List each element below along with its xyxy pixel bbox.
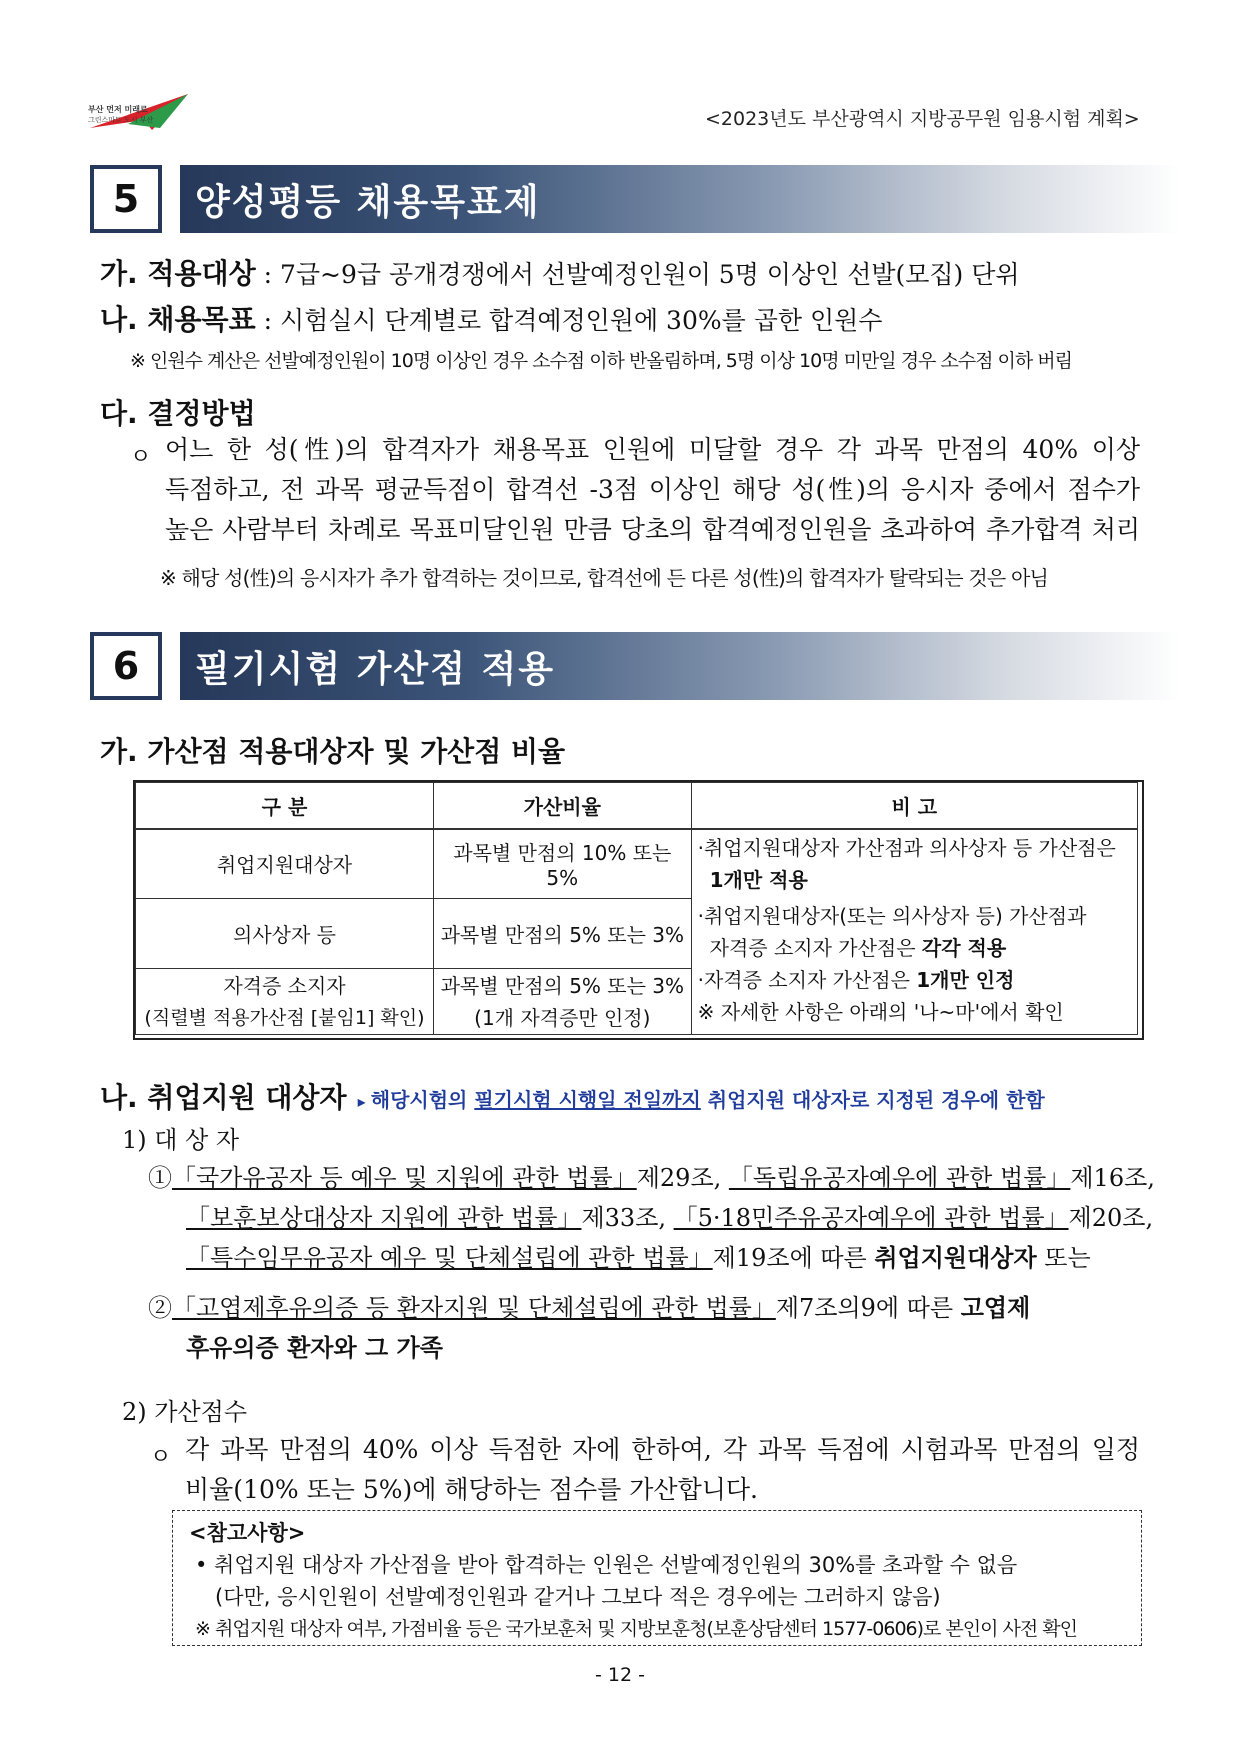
s6-bullet: ㅇ — [150, 1445, 172, 1470]
section-6-number: 6 — [90, 632, 162, 700]
section-5-number: 5 — [90, 165, 162, 233]
table-header-note: 비 고 — [691, 783, 1137, 829]
table-cell-category: 취업지원대상자 — [136, 829, 434, 899]
table-cell-notes: ·취업지원대상자 가산점과 의사상자 등 가산점은 1개만 적용 ·취업지원대상자(또는 의사상자 등) 가산점과 자격증 소지자 가산점은 각각 적용 ·자격증 소지자 가산점은 1개만 인정 ※ 자세한 사항은 아래의 '나~마'에서 확인 — [691, 829, 1137, 1035]
s6-item1-label: 1) 대 상 자 — [122, 1126, 240, 1154]
section-5-title: 양성평등 채용목표제 — [180, 165, 1180, 233]
logo-text-2: 그린스마트 도시 부산 — [88, 116, 154, 124]
city-logo — [88, 90, 198, 138]
table-cell-ratio: 과목별 만점의 10% 또는 5% — [433, 829, 691, 899]
s6-item2-label: 2) 가산점수 — [122, 1398, 247, 1426]
table-cell-category: 의사상자 등 — [136, 899, 434, 969]
s6-bonus-paragraph: 각 과목 만점의 40% 이상 득점한 자에 한하여, 각 과목 득점에 시험과목 만점의 일정 비율(10% 또는 5%)에 해당하는 점수를 가산합니다. — [185, 1435, 1140, 1504]
s5-bullet: ㅇ — [130, 445, 152, 470]
table-cell-category: 자격증 소지자 (직렬별 적용가산점 [붙임1] 확인) — [136, 969, 434, 1035]
s6-law-list: ①「국가유공자 등 예우 및 지원에 관한 법률」제29조, 「독립유공자예우에 관한 법률」제16조, 「보훈보상대상자 지원에 관한 법률」제33조, 「5·18민주유공자예우에 관한 법률」제20조, 「특수임무유공자 예우 및 단체설립에 관한 법률」제19조에 따른 취업지원대상자 또는 ②「고엽제후유의증 등 환자지원 및 단체설립에 관한 법률」제7조의9에 따른 고엽제 후유의증 환자와 그 가족 — [148, 1164, 1155, 1362]
arrow-icon: ▸ — [357, 1092, 366, 1111]
s5-decision-method: 다. 결정방법 — [100, 397, 256, 430]
table-cell-ratio: 과목별 만점의 5% 또는 3% — [433, 899, 691, 969]
bonus-table — [133, 780, 1144, 1040]
table-cell-ratio: 과목별 만점의 5% 또는 3% (1개 자격증만 인정) — [433, 969, 691, 1035]
section-6-title: 필기시험 가산점 적용 — [180, 632, 1180, 700]
s5-applicable-target: 가. 적용대상 : 7급~9급 공개경쟁에서 선발예정인원이 5명 이상인 선발(모집) 단위 — [100, 257, 1020, 290]
page-number: - 12 - — [595, 1664, 645, 1686]
reference-box: <참고사항> • 취업지원 대상자 가산점을 받아 합격하는 인원은 선발예정인원의 30%를 초과할 수 없음 (다만, 응시인원이 선발예정인원과 같거나 그보다 적은 경우에는 그러하지 않음) ※ 취업지원 대상자 여부, 가점비율 등은 국가보훈처 및 지방보훈청(보훈상담센터 1577-0606)로 본인이 사전 확인 — [172, 1510, 1142, 1646]
document-header-title: <2023년도 부산광역시 지방공무원 임용시험 계획> — [705, 108, 1140, 130]
s6-bonus-heading: 가. 가산점 적용대상자 및 가산점 비율 — [100, 735, 566, 768]
table-header-ratio: 가산비율 — [433, 783, 691, 829]
logo-text-1: 부산 먼저 미래로 — [88, 105, 148, 114]
s5-decision-note: ※ 해당 성(性)의 응시자가 추가 합격하는 것이므로, 합격선에 든 다른 성(性)의 합격자가 탈락되는 것은 아님 — [160, 566, 1049, 590]
s5-hiring-note: ※ 인원수 계산은 선발예정인원이 10명 이상인 경우 소수점 이하 반올림하며, 5명 이상 10명 미만일 경우 소수점 이하 버림 — [130, 350, 1073, 372]
s5-hiring-target: 나. 채용목표 : 시험실시 단계별로 합격예정인원에 30%를 곱한 인원수 — [100, 303, 883, 336]
s5-decision-paragraph: 어느 한 성(性)의 합격자가 채용목표 인원에 미달할 경우 각 과목 만점의 40% 이상 득점하고, 전 과목 평균득점이 합격선 -3점 이상인 해당 성(性)의 응시자 중에서 점수가 높은 사람부터 차례로 목표미달인원 만큼 당초의 합격예정인원을 초과하여 추가합격 처리 — [165, 435, 1140, 544]
s6-veteran-heading: 나. 취업지원 대상자 ▸ 해당시험의 필기시험 시행일 전일까지 취업지원 대상자로 지정된 경우에 한함 — [100, 1081, 1045, 1114]
table-header-category: 구 분 — [136, 783, 434, 829]
